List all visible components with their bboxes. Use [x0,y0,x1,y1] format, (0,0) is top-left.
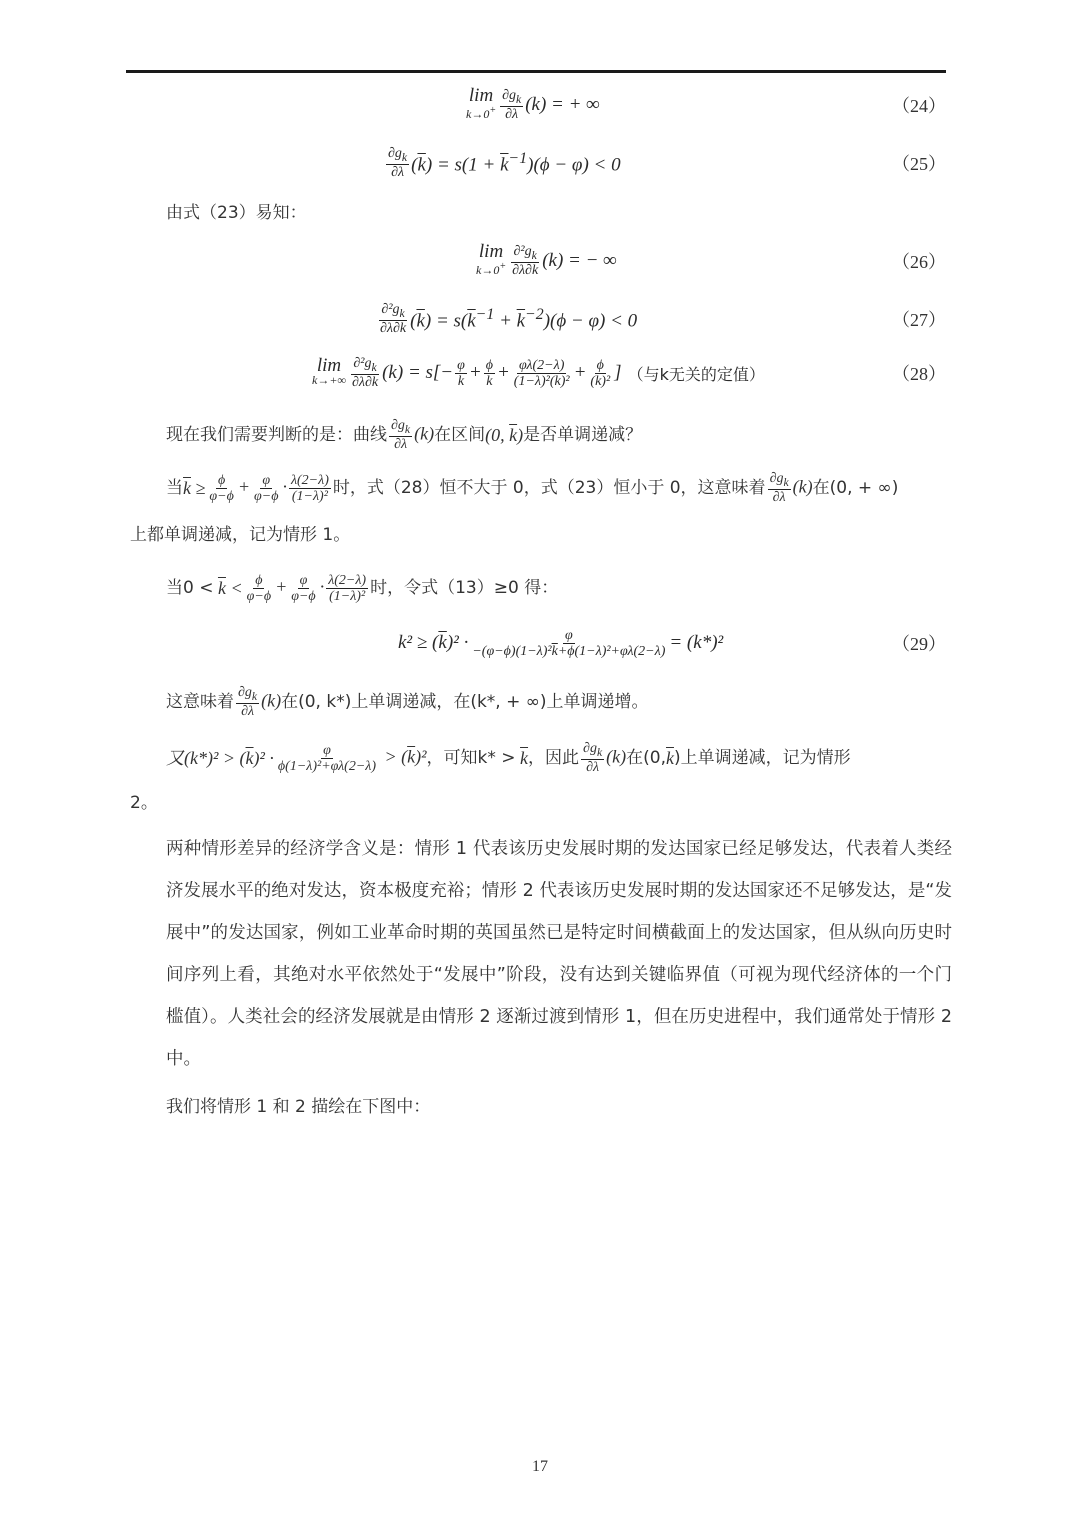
equation-27: $\frac{\partial^2g_k}{\partial\lambda\partial k}$ $(\overline{k}) = s(\overline{k}^{-1} + \overline{k}^{-2})(\phi - \varphi) < 0$ （27） [126,294,946,344]
equation-25: $\frac{\partial g_k}{\partial\lambda}$ $(\overline{k}) = s(1 + \overline{k}^{-1})(\phi - \varphi) < 0$ （25） [126,138,946,188]
equation-note: （与k无关的定值） [627,364,765,384]
also-line: 又(k*)² > $(\overline{k})^2$ · $\frac{\varphi}{\text{ϕ(1−λ)²+φλ(2−λ)}}$ > $(\overline{k})^2$ ，可知k* > $\overline{k}$ ，因此 $\frac{\partial g_k}{\partial\lambda}$ (k) 在(0, $\overline{k}$ )上单调递减，记为情形 [166,740,851,776]
figure-intro: 我们将情形 1 和 2 描绘在下图中： [166,1097,431,1117]
equation-number: （29） [892,634,946,654]
monotonic-line: 这意味着 $\frac{\partial g_k}{\partial\lambda}$ (k) 在(0, k*)上单调递减，在(k*, + ∞)上单调递增。 [166,684,649,720]
equation-number: （25） [892,154,946,174]
case1-cont: 上都单调递减，记为情形 1。 [130,525,351,545]
page-number: 17 [532,1458,548,1475]
equation-26: lim k→0+ $\frac{\partial^2g_k}{\partial\lambda\partial k}$ (k) = − ∞ （26） [126,236,946,286]
equation-29: $k^2 \ge (\overline{k})^2$ · $\frac{\varphi}{-(\varphi-\phi)(1-\lambda)^2\overline{k}+\phi(1-\lambda)^2+\varphi\lambda(2-\lambda)}$ = (k*)² （29） [126,618,946,668]
question-line: 现在我们需要判断的是：曲线 $\frac{\partial g_k}{\partial\lambda}$ (k) 在区间 (0, $\overline{k}$) 是否单调递减？ [166,417,643,453]
case1-line: 当 $\overline{k}$ ≥ $\frac{\phi}{\varphi-\phi}$ + $\frac{\varphi}{\varphi-\phi}$ · $\frac{\lambda(2-\lambda)}{\text{(1−λ)²}}$ 时，式（28）恒不大于 0，式（23）恒小于 0，这意味着 $\frac{\partial g_k}{\partial\lambda}$ (k) 在(0, + ∞) [166,470,899,506]
equation-number: （26） [892,252,946,272]
economic-meaning-paragraph: 两种情形差异的经济学含义是：情形 1 代表该历史发展时期的发达国家已经足够发达，代表着人类经济发展水平的绝对发达，资本极度充裕；情形 2 代表该历史发展时期的发达国家还不足够发达，是“发展中”的发达国家，例如工业革命时期的英国虽然已是特定时间横截面上的发达国家，但从纵向历史时间序列上看，其绝对水平依然处于“发展中”阶段，没有达到关键临界值（可视为现代经济体的一个门槛值）。人类社会的经济发展就是由情形 2 逐渐过渡到情形 1，但在历史进程中，我们通常处于情形 2 中。 [166,839,952,1069]
case2-line: 当0 < $\overline{k}$ < $\frac{\phi}{\varphi-\phi}$ + $\frac{\varphi}{\varphi-\phi}$ · $\frac{\lambda(2-\lambda)}{\text{(1−λ)²}}$ 时，令式（13）≥0 得： [166,572,559,604]
equation-24: lim k→0+ $\frac{\partial g_k}{\partial\lambda}$ (k) = + ∞ （24） [126,80,946,130]
equation-28: lim k→+∞ $\frac{\partial^2g_k}{\partial\lambda\partial k}$ (k) = s[− $\frac{\varphi}{k}$ + $\frac{\phi}{k}$ + $\frac{\varphi\lambda(2-\lambda)}{(1-\lambda)^2(\overline{k})^2}$ + $\frac{\phi}{(\overline{k})^2}$ ] （与k无关的定值） （28） [126,348,946,398]
equation-number: （27） [892,310,946,330]
equation-number: （24） [892,96,946,116]
header-rule [126,70,946,73]
equation-number: （28） [892,364,946,384]
also-cont: 2。 [130,793,158,813]
text-from-23: 由式（23）易知： [166,203,307,223]
